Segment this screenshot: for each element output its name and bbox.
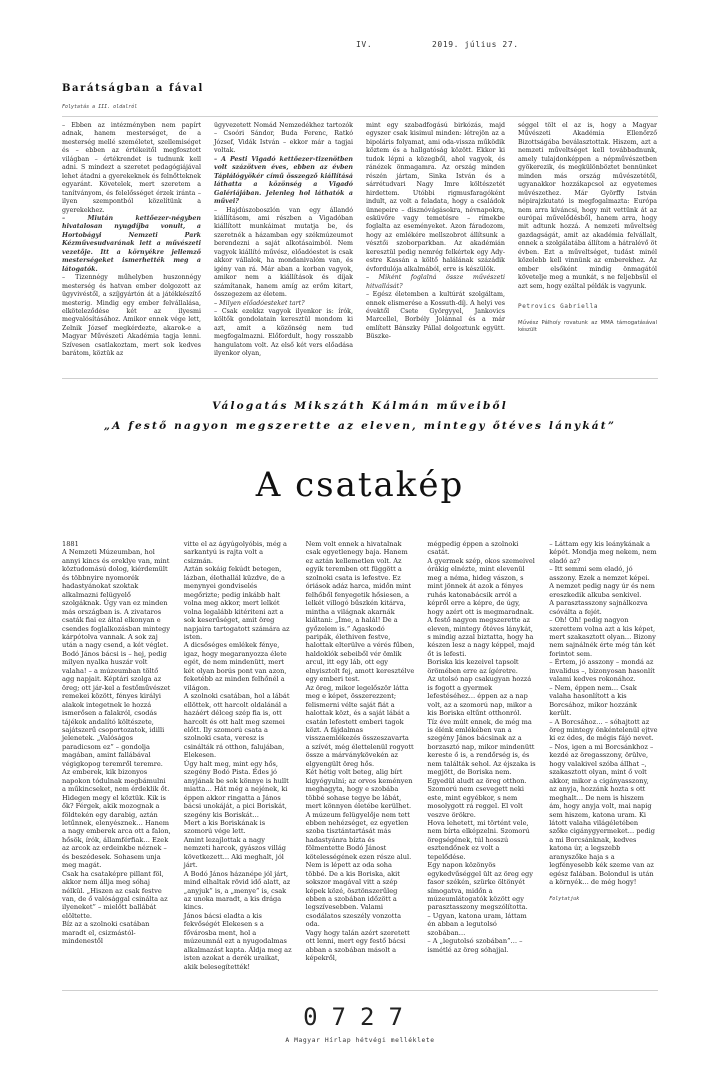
story-column-4 [427, 540, 536, 954]
paragraph: Nem is lépett az oda soha többé. De a kis Boriska, akit sokszor magával vitt a szép képek közé, ösztönszerűleg ebben a szobában időzött a legszívesebben. Valami csodálatos szeszély vonzotta oda. [305, 861, 401, 929]
paragraph: Csak ha csataképre pillant föl, akkor nem állja meg sóhaj nélkül. „Hiszen az csak festve van, de ő valósággal csinálta az ilyeneket” – mielőtt ballábát elöltette. [62, 869, 168, 920]
paragraph: – Csak ezekkz vagyok ilyenkor is: írók, költők gondolatain keresztül mondom ki azt, amit a közönség nem tud megfogalmazni. Előfordult, hogy rosszabb hangulatom volt. Az első két vers előadása ilyenkor olyan, [214, 307, 353, 358]
story-column-5-text [549, 540, 658, 887]
paragraph: A festő nagyon megszerette az eleven, mintegy őtéves lánykát, s mindig azzal biztatta, hogy ha készen lesz a nagy képpel, majd őt is lefesti. [427, 616, 535, 658]
divider [62, 990, 658, 991]
paragraph: Az emberek, kik bizonyos napokon tódulnak megbámulni a műkincseket, nem érdeklik őt. Hidegen megy el köztük. Kik is ők? Férgek, akik mozognak a földtekén egy darabig, aztán letűnnek, elenyésznek… Hanem a nagy emberek arca ott a falon, hősök, írók, államférfiak… Ezek az arcok az erdeinkbe néznek – és beszédesek. Sohasem unja meg magát. [62, 768, 171, 870]
issue-date: 2019. július 27. [432, 40, 519, 49]
paragraph: – Ebben az intézményben nem papírt adnak, hanem mesterséget, de a mesterség mellé személetet, szellemiséget és – ebben az értékeitől megfosztott világban – értékrendet is tudnunk kell adni. S mindezt a szeretet pedagógiájával lehet átadni a gyerekeknek és felnőtteknek egyaránt. Követelek, mert szeretem a tanítványom, és felelősséget érzek iránta – ilyen szempontból közelítünk a gyerekekhez. [62, 122, 201, 214]
paragraph: ügyvezetett Nomád Nemzedékhez tartozók – Csoóri Sándor, Buda Ferenc, Ratkó József, Vidák István – ekkor már a tagjai voltak. [214, 122, 353, 155]
paragraph: mégpedig éppen a szolnoki csatát. [427, 540, 519, 557]
divider [62, 116, 658, 117]
paragraph: Tíz éve múlt ennek, de még ma is élénk emlékében van a szegény János bácsinak az a borzasztó nap, mikor mindenütt kereste ő is, a rendőrség is, és nem találták sehol. Az éjszaka is megjött, de Boriska nem. Egyedül aludt az öreg otthon. Szomorú nem csevegett neki este, mint egyébkor, s nem mosolygott rá reggel. El volt veszve örökre. [427, 717, 536, 819]
paragraph: A szolnoki csatában, hol a lábát ellöttek, ott harcolt oldalánál a hazáért délceg szép fia is, ott harcolt és ott halt meg szemei előtt. Ily szomorú csata a szolnoki csata, veresz is csinálták rá otthon, falujában, Elekesen. [183, 692, 290, 760]
interview-column-3 [366, 122, 505, 367]
paragraph: mint egy szabadfogású birkózás, majd egyszer csak kisimul minden: létrejön az a bipoláris folyamat, ami oda-vissza működik köztem és a hallgatóság között. Ekkor ki tudok lépni a közegből, ahol vagyok, és ránézek önmagamra. Az ország minden részén jártam, Sinka István és a sárrétudvari Nagy Imre költészetét hirdettem. Utóbbi rigmusfaragóként indult, az volt a feladata, hogy a családok ünnepeire – disznóvágásokra, névnapokra, esküvőre vagy temetésre – rímekbe foglalta az eseményeket. Azon fáradozom, hogy az emlékére mellszobrot állítsunk a vésztői szoborparkban. Az akadémián keresztül pedig nemrég felkértek egy Ady-estre Kassán a költő halálának százádik évfordulója alkalmából, erre is készülök. [366, 122, 505, 273]
paragraph: Az öreg, mikor legelőször látta meg e képet, összerezzent; felismerni vélte saját fiát a halottak közt, és a saját lábát a csatán lefestett emberi tagok közt. A fájdalmas visszaemlékezés összeszavarta a szívét, még élettelenül rogyott össze a márványkövekén az elgyengült öreg hős. [305, 683, 414, 768]
paragraph: A gyermek szép, okos szemeivel órákig elnézte, mint elevenül meg a néma, hideg vászon, s mint jönnek át azok a fényes ruhás katonabácsik arról a képről erre a képre, de úgy, hogy azért ott is megmaradnak. [427, 556, 535, 616]
paragraph: vitte el az ágyúgolyóbis, még a sarkantyú is rajta volt a csizmán. [183, 540, 287, 565]
paragraph: A Bodó János házanépe jól járt, mind elhaltak rövid idő alatt, az „anyjuk” is, a „menye” is, csak az unoka maradt, a kis drága kincs. [183, 869, 291, 912]
paragraph: A nemzet pedig nagy úr és nem ereszkedik alkuba senkivel. [549, 582, 655, 599]
story-column-5 [549, 540, 658, 902]
paragraph: A parasztasszony sajnálkozva csóválta a fejét. [549, 599, 648, 616]
feature-title: A csatakép [255, 465, 465, 505]
paragraph: – Oh! Oh! pedig nagyon szerettem volna azt a kis képet, mert szakasztott olyan… Bizony nem sajnálnék érte még tán két forintot sem. [549, 616, 656, 658]
issue-number: IV. [356, 40, 373, 49]
paragraph: – Nos, igen a mi Borcsánkhoz – kezdé az öregasszony, örülve, hogy valakivel szóba állhat –, szakasztott olyan, mint ő volt akkor, mikor a cigányasszony, az anyja, hozzánk hozta s ott meghalt… De nem is hiszem ám, hogy anyja volt, mai napig sem hiszem, katona uram. Ki látott valaha világéletében szőke cigánygyermeket… pedig a mi Borcsánknak, kedves katona úr, a legszebb aranyszőke haja s a legfényesebb kék szeme van az egész falában. Bolondul is után a környék… de még hogy! [549, 742, 655, 887]
paragraph: – Egész életemben a kultúrát szolgáltam, ennek elismerése a Kossuth-díj. A helyi ves évektől Csete Györgyyel, Jankovics Marcellel, Borbély Jolánnal és a már említett Bánszky Pállal dolgoztunk együtt. Büszke- [366, 291, 505, 341]
paragraph: – Értem, jó asszony – mondá az invalidus –, bizonyosan hasonlít valami kedves rokonához. [549, 658, 655, 684]
to-be-continued: Folytatjuk [549, 895, 580, 902]
paragraph: – A „legutolsó szobában”… – ismétlé az öreg sóhajjal. [427, 937, 523, 954]
continuation-note: Folytatás a III. oldalról [62, 104, 138, 110]
paragraph: – Tizennégy műhelyben huszonnégy mesterség és hatvan ember dolgozott az ügyvivéstől, a szíjgyártón át a játékkészítő mesterig. Mindig egy ember felvállalása, elköteleződése két az ilyesmi megvalósításához. Amikor ennek vége lett, Zelnik József megkérdezte, akarok-e a Magyar Művészeti Akadémia tagja lenni. Szívesen csatlakoztam, mert sok kedves barátom, köztük az [62, 274, 201, 358]
paragraph: – Itt semmi sem eladó, jó asszony. Ezek a nemzet képei. [549, 565, 650, 582]
interview-column-4-text [518, 122, 657, 291]
paragraph: séggel tölt el az is, hogy a Magyar Művészeti Akadémia Ellenőrző Bizottságába beválasztottak. Hiszem, azt a nemzeti műveltséget kell továbbadnunk, amely tulajdonképpen a népművészetben gyökerezik, és megkülönböztet bennünket minden más ország művészetétől, ugyanakkor hozzákapcsol az egyetemes művészethez. Már Györffy István népirajzkutató is megfogalmazta: Európa nem arra kíváncsi, hogy mit vettünk át az európai művelődésből, hanem arra, hogy mit adtunk hozzá. A nemzeti műveltség gazdagságát, amit az akadémia felvállalt, ennek a szolgálatába állítom a hátralévő öt évben. Ezt a műveltséget, tudást minél közelebb kell vinnünk az emberekhez. Az ember elsőként mindig önmagától követelje meg a munkát, s ne feljebbsül el azt sem, hogy ezáltal példák is vagyunk. [518, 122, 657, 290]
paragraph: Az utolsó nap csakugyan hozzá is fogott a gyermek lefestéséhez… éppen az a nap volt, az a szomorú nap, mikor a kis Boriska eltűnt otthonról. [427, 675, 533, 718]
supplement-name: A Magyar Hírlap hétvégi melléklete [285, 1037, 435, 1044]
interview-title: Barátságban a fával [62, 83, 204, 94]
paragraph: Vagy hogy talán azért szeretett ott lenni, mert egy festő bácsi abban a szobában másolt a képekről, [305, 928, 410, 963]
paragraph: – Miután kettőezer-négyben hivatalosan nyugdíjba vonult, a Hortobágyi Nemzeti Park Kézművesudvarának lett a művészeti vezetője. Itt a környékre jellemző mesterségeket ismerhették meg a látogatók. [62, 214, 201, 273]
paragraph: A Nemzeti Múzeumban, hol annyi kincs és ereklye van, mint köztudomású dolog, kiérdemült és többnyire nyomorék hadastyánokat szoktak alkalmazni felügyelő szolgáknak. Úgy van ez minden más országban is. A zivataros csaták fiai ez által elkonyan e csendes foglalkozásban mintegy kárpótolva vannak. A sok zaj után a nagy csend, a két véglet. [62, 548, 170, 650]
paragraph: 1881 [62, 540, 79, 548]
paragraph: – A Borcsához… – sóhajtott az öreg mintegy önkéntelenül ejtve ki ez édes, de mégis fájó nevet. [549, 717, 658, 743]
paragraph: Amint lezajlottak a nagy nemzeti harcok, gyászos villág következett… Aki meghalt, jól járt. [183, 835, 286, 870]
page-number: 0727 [303, 1003, 417, 1031]
paragraph: Két hétig volt beteg, alig bírt kigyógyulni; az orvos keményen meghagyta, hogy e szobába többé sohase tegye be lábát, mert könnyen életébe kerülhet. A múzeum felügyelője nem tett ebben nehézséget, ez egyetlen szoba tisztántartását más hadastyánra bízta és fölmentette Bodó Jánost kötelességének ezen része alul. [305, 768, 413, 861]
paragraph: János bácsi eladta a kis fekvőségét Elekesen s a fővárosba ment, hol a múzeumnál ezt a nyugodalmas alkalmazást kapta. Áldja meg az isten azokat a derék uraikat, akik belesegítették! [183, 911, 292, 971]
paragraph: – Ugyan, katona uram, láttam én abban a legutolsó szobában… [427, 911, 527, 937]
series-kicker: Válogatás Mikszáth Kálmán műveiből [212, 400, 508, 412]
paragraph: Nem volt ennek a hivatalnak csak egyetlenegy baja. Hanem ez aztán kellemetlen volt. Az egyik teremben ott függött a szolnoki csata is lefestve. Ez óriások adáz harca, midőn mint felhőből fenyegetik hősiesen, a lelkét villogó bűszkén kitárva, mintha a világnak akarnák kiáltani: „Íme, a halál! De a győzelem is.” Agaskodó paripák, élethiven festve, halottak elterülve a vérés fűben, haldoklók sebeiből vér ömlik arcul, itt egy láb, ott egy elnyisztolt fej, amott keresztélve egy emberi test. [305, 540, 415, 684]
story-body [62, 540, 658, 971]
story-column-1 [62, 540, 171, 946]
page-header [0, 40, 720, 54]
paragraph: – Hajdúszoboszlón van egy állandó kiállításom, ami részben a Vigadóban kiállított munkáimat mutatja be, és szeretnék a házamban egy székmúzeumot berendezni a saját alkotásaimból. Nem vagyok kiállító művész, előadóestet is csak akkor vállalok, ha mondanivalóm van, és igény van rá. Már aban a korban vagyok, amikor nem a kiállítások és díjak számítanak, hanem amíg az erőm kitart, összegezem az életem. [214, 206, 353, 299]
paragraph: Boriska kis kezeivel tapsolt örömében erre az ígéretre. [427, 658, 519, 675]
interview-column-4 [518, 122, 657, 367]
interview-column-1 [62, 122, 201, 367]
paragraph: Mert a kis Boriskának is szomorú vége lett. [183, 818, 266, 836]
paragraph: Bodó János bácsi is – hej, pedig milyen nyalka huszár volt valaha! – a múzeumban töltő agg napjait. Képtári szolga az öreg; ott jár-kel a festőművészet remekei között, fényes királyi alakok integetnek le hozzá ismerősen a falakról, csodás tájékok andalító költészete, sajátszerű csoportozatok, idilli jelenetek. „Valóságos paradicsom ez” – gondolja magában, amint fallábával végigkopog teremről teremre. [62, 649, 171, 768]
interview-body [62, 122, 658, 367]
rubric-credit: Művész Pálhoíy rovatunk az MMA támogatásával készült [518, 319, 657, 333]
paragraph: A dicsőséges emlékek fénye, igaz, hogy megaranyozza élete egét, de nem mindenütt, mert két olyan borús pont van azon, feketébb az minden felhőnél a világon. [183, 641, 287, 692]
paragraph: Bíz az a szolnoki csatában maradt el, csizmástól-mindenestől [62, 920, 150, 946]
paragraph: – Milyen előadóesteket tart? [214, 299, 305, 307]
paragraph: Aztán sokáig fekúdt betegen, lázban, élethallál küzdve, de a menynyei gondviselés megőrizte; pedig inkább halt volna meg akkor, mert lelkét volna legalább kitériteni azt a sok keserűséget, amit öreg napjaira tartogatott számára az isten. [183, 565, 290, 641]
paragraph: Úgy halt meg, mint egy hős, szegény Bodó Pista. Édes jó anyjának be sok könnye is hullt miatta… Hát még a nejének, ki éppen akkor ringatta a János bácsi unokáját, a pici Boriskát, szegény kis Boriskát… [183, 759, 289, 819]
story-column-2 [183, 540, 293, 971]
paragraph: – Nem, éppen nem… Csak valaha hasonlított a kis Borcsához, mikor hozzánk került. [549, 683, 637, 718]
author-signature: Petrovics Gabriella [518, 303, 599, 311]
story-column-3 [305, 540, 415, 963]
paragraph: Hova lehetett, mi történt vele, nem bírta elképzelni. Szomorú öregségének, túl hosszú esztendőnek ez volt a tepelődése. [427, 818, 530, 861]
interview-column-2 [214, 122, 353, 367]
divider [62, 378, 658, 379]
paragraph: – A Pesti Vigadó kettőezer-tizenötben volt százötven éves, ebben az évben Táplálógyökér című összegző kiállításá láthatta a közönség a Vigadó Galériájában. Jelenleg hol láthatók a művei? [214, 155, 353, 206]
feature-quote: „A festő nagyon megszerette az eleven, mintegy őtéves lánykát” [103, 420, 617, 432]
paragraph: Egy napon közönyös egykedvűséggel ült az öreg egy fasor székén, szürke öltönyét símogatva, midőn a múzeumlátogatók között egy parasztasszony megszólította. [427, 861, 533, 912]
paragraph: – Láttam egy kis leánykának a képét. Mondja meg nekem, nem eladó az? [549, 540, 657, 565]
paragraph: – Miként foglalná össze művészeti hitvallását? [366, 274, 505, 290]
